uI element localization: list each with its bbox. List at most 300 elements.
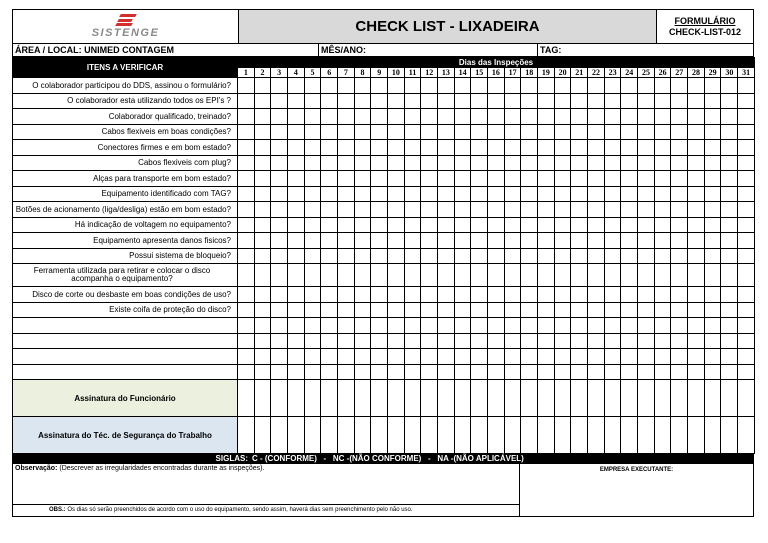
check-cell[interactable] bbox=[254, 233, 271, 249]
check-cell[interactable] bbox=[388, 318, 405, 334]
empresa-executante-field[interactable]: EMPRESA EXECUTANTE: bbox=[599, 467, 674, 473]
check-cell[interactable] bbox=[504, 333, 521, 349]
check-cell[interactable] bbox=[238, 78, 255, 94]
check-cell[interactable] bbox=[554, 233, 571, 249]
check-cell[interactable] bbox=[671, 124, 688, 140]
check-cell[interactable] bbox=[504, 217, 521, 233]
check-cell[interactable] bbox=[604, 78, 621, 94]
check-cell[interactable] bbox=[388, 302, 405, 318]
check-cell[interactable] bbox=[571, 78, 588, 94]
check-cell[interactable] bbox=[638, 155, 655, 171]
check-cell[interactable] bbox=[721, 287, 738, 303]
check-cell[interactable] bbox=[238, 109, 255, 125]
check-cell[interactable] bbox=[504, 140, 521, 156]
check-cell[interactable] bbox=[521, 155, 538, 171]
check-cell[interactable] bbox=[271, 140, 288, 156]
check-cell[interactable] bbox=[438, 155, 455, 171]
check-cell[interactable] bbox=[704, 233, 721, 249]
check-cell[interactable] bbox=[521, 248, 538, 264]
check-cell[interactable] bbox=[271, 171, 288, 187]
check-cell[interactable] bbox=[704, 217, 721, 233]
check-cell[interactable] bbox=[571, 264, 588, 287]
check-cell[interactable] bbox=[404, 333, 421, 349]
check-cell[interactable] bbox=[604, 333, 621, 349]
check-cell[interactable] bbox=[604, 287, 621, 303]
check-cell[interactable] bbox=[388, 333, 405, 349]
check-cell[interactable] bbox=[471, 302, 488, 318]
check-cell[interactable] bbox=[688, 109, 705, 125]
check-cell[interactable] bbox=[688, 93, 705, 109]
check-cell[interactable] bbox=[504, 93, 521, 109]
check-cell[interactable] bbox=[471, 233, 488, 249]
check-cell[interactable] bbox=[371, 78, 388, 94]
signature-cell[interactable] bbox=[254, 380, 271, 417]
check-cell[interactable] bbox=[304, 109, 321, 125]
check-cell[interactable] bbox=[271, 78, 288, 94]
check-cell[interactable] bbox=[571, 109, 588, 125]
check-cell[interactable] bbox=[438, 202, 455, 218]
check-cell[interactable] bbox=[521, 349, 538, 365]
check-cell[interactable] bbox=[604, 264, 621, 287]
signature-cell[interactable] bbox=[738, 380, 755, 417]
check-cell[interactable] bbox=[638, 202, 655, 218]
check-cell[interactable] bbox=[704, 171, 721, 187]
check-cell[interactable] bbox=[454, 318, 471, 334]
check-cell[interactable] bbox=[421, 155, 438, 171]
check-cell[interactable] bbox=[438, 78, 455, 94]
check-cell[interactable] bbox=[654, 155, 671, 171]
signature-cell[interactable] bbox=[554, 380, 571, 417]
check-cell[interactable] bbox=[371, 233, 388, 249]
check-cell[interactable] bbox=[354, 78, 371, 94]
signature-cell[interactable] bbox=[654, 417, 671, 454]
check-cell[interactable] bbox=[438, 171, 455, 187]
check-cell[interactable] bbox=[254, 93, 271, 109]
check-cell[interactable] bbox=[371, 349, 388, 365]
signature-cell[interactable] bbox=[654, 380, 671, 417]
check-cell[interactable] bbox=[538, 364, 555, 380]
check-cell[interactable] bbox=[438, 248, 455, 264]
check-cell[interactable] bbox=[254, 302, 271, 318]
check-cell[interactable] bbox=[738, 124, 755, 140]
check-cell[interactable] bbox=[638, 248, 655, 264]
check-cell[interactable] bbox=[238, 318, 255, 334]
check-cell[interactable] bbox=[254, 248, 271, 264]
check-cell[interactable] bbox=[538, 302, 555, 318]
check-cell[interactable] bbox=[504, 248, 521, 264]
check-cell[interactable] bbox=[604, 233, 621, 249]
check-cell[interactable] bbox=[488, 287, 505, 303]
check-cell[interactable] bbox=[654, 202, 671, 218]
check-cell[interactable] bbox=[604, 140, 621, 156]
check-cell[interactable] bbox=[738, 140, 755, 156]
check-cell[interactable] bbox=[238, 155, 255, 171]
check-cell[interactable] bbox=[621, 93, 638, 109]
check-cell[interactable] bbox=[504, 186, 521, 202]
check-cell[interactable] bbox=[304, 264, 321, 287]
check-cell[interactable] bbox=[588, 93, 605, 109]
check-cell[interactable] bbox=[338, 333, 355, 349]
check-cell[interactable] bbox=[338, 155, 355, 171]
check-cell[interactable] bbox=[254, 349, 271, 365]
check-cell[interactable] bbox=[554, 349, 571, 365]
check-cell[interactable] bbox=[321, 318, 338, 334]
check-cell[interactable] bbox=[738, 364, 755, 380]
check-cell[interactable] bbox=[538, 318, 555, 334]
check-cell[interactable] bbox=[538, 202, 555, 218]
check-cell[interactable] bbox=[371, 302, 388, 318]
signature-cell[interactable] bbox=[304, 380, 321, 417]
signature-cell[interactable] bbox=[254, 417, 271, 454]
check-cell[interactable] bbox=[504, 349, 521, 365]
check-cell[interactable] bbox=[488, 302, 505, 318]
check-cell[interactable] bbox=[521, 78, 538, 94]
check-cell[interactable] bbox=[621, 364, 638, 380]
check-cell[interactable] bbox=[371, 287, 388, 303]
check-cell[interactable] bbox=[538, 287, 555, 303]
check-cell[interactable] bbox=[338, 171, 355, 187]
check-cell[interactable] bbox=[454, 364, 471, 380]
check-cell[interactable] bbox=[538, 78, 555, 94]
check-cell[interactable] bbox=[388, 109, 405, 125]
check-cell[interactable] bbox=[321, 186, 338, 202]
check-cell[interactable] bbox=[404, 186, 421, 202]
check-cell[interactable] bbox=[571, 186, 588, 202]
tag-field[interactable]: TAG: bbox=[540, 45, 562, 55]
check-cell[interactable] bbox=[621, 248, 638, 264]
check-cell[interactable] bbox=[638, 124, 655, 140]
check-cell[interactable] bbox=[554, 202, 571, 218]
check-cell[interactable] bbox=[671, 171, 688, 187]
check-cell[interactable] bbox=[654, 217, 671, 233]
check-cell[interactable] bbox=[271, 264, 288, 287]
check-cell[interactable] bbox=[654, 233, 671, 249]
signature-cell[interactable] bbox=[721, 417, 738, 454]
check-cell[interactable] bbox=[254, 333, 271, 349]
check-cell[interactable] bbox=[621, 233, 638, 249]
signature-cell[interactable] bbox=[488, 380, 505, 417]
check-cell[interactable] bbox=[421, 333, 438, 349]
check-cell[interactable] bbox=[388, 217, 405, 233]
check-cell[interactable] bbox=[538, 186, 555, 202]
check-cell[interactable] bbox=[288, 202, 305, 218]
check-cell[interactable] bbox=[638, 171, 655, 187]
check-cell[interactable] bbox=[354, 318, 371, 334]
check-cell[interactable] bbox=[738, 202, 755, 218]
check-cell[interactable] bbox=[354, 287, 371, 303]
check-cell[interactable] bbox=[738, 186, 755, 202]
check-cell[interactable] bbox=[621, 171, 638, 187]
check-cell[interactable] bbox=[271, 109, 288, 125]
check-cell[interactable] bbox=[638, 333, 655, 349]
check-cell[interactable] bbox=[671, 349, 688, 365]
check-cell[interactable] bbox=[588, 140, 605, 156]
check-cell[interactable] bbox=[238, 248, 255, 264]
check-cell[interactable] bbox=[438, 93, 455, 109]
check-cell[interactable] bbox=[738, 217, 755, 233]
check-cell[interactable] bbox=[704, 186, 721, 202]
check-cell[interactable] bbox=[721, 109, 738, 125]
check-cell[interactable] bbox=[671, 364, 688, 380]
check-cell[interactable] bbox=[571, 302, 588, 318]
check-cell[interactable] bbox=[304, 233, 321, 249]
check-cell[interactable] bbox=[254, 140, 271, 156]
check-cell[interactable] bbox=[454, 78, 471, 94]
check-cell[interactable] bbox=[538, 264, 555, 287]
check-cell[interactable] bbox=[304, 171, 321, 187]
check-cell[interactable] bbox=[438, 364, 455, 380]
signature-cell[interactable] bbox=[688, 380, 705, 417]
check-cell[interactable] bbox=[454, 124, 471, 140]
check-cell[interactable] bbox=[621, 186, 638, 202]
check-cell[interactable] bbox=[621, 318, 638, 334]
check-cell[interactable] bbox=[488, 202, 505, 218]
check-cell[interactable] bbox=[371, 333, 388, 349]
check-cell[interactable] bbox=[488, 171, 505, 187]
check-cell[interactable] bbox=[271, 186, 288, 202]
check-cell[interactable] bbox=[571, 93, 588, 109]
check-cell[interactable] bbox=[488, 248, 505, 264]
check-cell[interactable] bbox=[554, 186, 571, 202]
check-cell[interactable] bbox=[471, 333, 488, 349]
check-cell[interactable] bbox=[738, 93, 755, 109]
check-cell[interactable] bbox=[488, 264, 505, 287]
check-cell[interactable] bbox=[688, 171, 705, 187]
signature-cell[interactable] bbox=[371, 380, 388, 417]
check-cell[interactable] bbox=[504, 78, 521, 94]
check-cell[interactable] bbox=[304, 302, 321, 318]
check-cell[interactable] bbox=[471, 264, 488, 287]
check-cell[interactable] bbox=[404, 318, 421, 334]
check-cell[interactable] bbox=[721, 302, 738, 318]
check-cell[interactable] bbox=[271, 349, 288, 365]
signature-cell[interactable] bbox=[304, 417, 321, 454]
check-cell[interactable] bbox=[721, 155, 738, 171]
check-cell[interactable] bbox=[388, 124, 405, 140]
check-cell[interactable] bbox=[504, 124, 521, 140]
check-cell[interactable] bbox=[688, 186, 705, 202]
check-cell[interactable] bbox=[304, 287, 321, 303]
check-cell[interactable] bbox=[638, 140, 655, 156]
signature-cell[interactable] bbox=[238, 417, 255, 454]
check-cell[interactable] bbox=[421, 124, 438, 140]
check-cell[interactable] bbox=[404, 264, 421, 287]
check-cell[interactable] bbox=[338, 349, 355, 365]
check-cell[interactable] bbox=[238, 287, 255, 303]
check-cell[interactable] bbox=[571, 233, 588, 249]
check-cell[interactable] bbox=[404, 78, 421, 94]
check-cell[interactable] bbox=[688, 217, 705, 233]
check-cell[interactable] bbox=[388, 78, 405, 94]
check-cell[interactable] bbox=[304, 93, 321, 109]
check-cell[interactable] bbox=[371, 217, 388, 233]
check-cell[interactable] bbox=[671, 318, 688, 334]
check-cell[interactable] bbox=[254, 109, 271, 125]
check-cell[interactable] bbox=[521, 333, 538, 349]
check-cell[interactable] bbox=[488, 109, 505, 125]
check-cell[interactable] bbox=[338, 264, 355, 287]
check-cell[interactable] bbox=[454, 264, 471, 287]
check-cell[interactable] bbox=[654, 78, 671, 94]
check-cell[interactable] bbox=[688, 202, 705, 218]
signature-cell[interactable] bbox=[521, 417, 538, 454]
check-cell[interactable] bbox=[454, 217, 471, 233]
check-cell[interactable] bbox=[571, 333, 588, 349]
signature-cell[interactable] bbox=[504, 417, 521, 454]
check-cell[interactable] bbox=[521, 202, 538, 218]
area-field[interactable]: ÁREA / LOCAL: UNIMED CONTAGEM bbox=[13, 44, 319, 56]
check-cell[interactable] bbox=[454, 349, 471, 365]
check-cell[interactable] bbox=[688, 140, 705, 156]
check-cell[interactable] bbox=[388, 202, 405, 218]
check-cell[interactable] bbox=[704, 202, 721, 218]
check-cell[interactable] bbox=[454, 171, 471, 187]
check-cell[interactable] bbox=[271, 217, 288, 233]
check-cell[interactable] bbox=[338, 140, 355, 156]
check-cell[interactable] bbox=[588, 349, 605, 365]
check-cell[interactable] bbox=[721, 202, 738, 218]
check-cell[interactable] bbox=[621, 124, 638, 140]
check-cell[interactable] bbox=[671, 217, 688, 233]
check-cell[interactable] bbox=[471, 124, 488, 140]
check-cell[interactable] bbox=[238, 233, 255, 249]
check-cell[interactable] bbox=[554, 124, 571, 140]
check-cell[interactable] bbox=[621, 264, 638, 287]
check-cell[interactable] bbox=[654, 287, 671, 303]
check-cell[interactable] bbox=[604, 124, 621, 140]
check-cell[interactable] bbox=[271, 233, 288, 249]
check-cell[interactable] bbox=[304, 364, 321, 380]
check-cell[interactable] bbox=[488, 186, 505, 202]
check-cell[interactable] bbox=[521, 364, 538, 380]
check-cell[interactable] bbox=[654, 302, 671, 318]
check-cell[interactable] bbox=[488, 93, 505, 109]
signature-cell[interactable] bbox=[638, 417, 655, 454]
check-cell[interactable] bbox=[371, 93, 388, 109]
check-cell[interactable] bbox=[404, 287, 421, 303]
check-cell[interactable] bbox=[388, 264, 405, 287]
check-cell[interactable] bbox=[304, 349, 321, 365]
signature-cell[interactable] bbox=[721, 380, 738, 417]
signature-cell[interactable] bbox=[538, 417, 555, 454]
check-cell[interactable] bbox=[688, 233, 705, 249]
check-cell[interactable] bbox=[554, 78, 571, 94]
check-cell[interactable] bbox=[638, 264, 655, 287]
check-cell[interactable] bbox=[604, 109, 621, 125]
check-cell[interactable] bbox=[354, 93, 371, 109]
check-cell[interactable] bbox=[738, 318, 755, 334]
check-cell[interactable] bbox=[721, 140, 738, 156]
check-cell[interactable] bbox=[388, 349, 405, 365]
check-cell[interactable] bbox=[288, 287, 305, 303]
signature-cell[interactable] bbox=[354, 417, 371, 454]
check-cell[interactable] bbox=[654, 364, 671, 380]
check-cell[interactable] bbox=[704, 287, 721, 303]
check-cell[interactable] bbox=[571, 202, 588, 218]
check-cell[interactable] bbox=[254, 155, 271, 171]
check-cell[interactable] bbox=[588, 318, 605, 334]
check-cell[interactable] bbox=[338, 233, 355, 249]
check-cell[interactable] bbox=[421, 109, 438, 125]
check-cell[interactable] bbox=[454, 248, 471, 264]
check-cell[interactable] bbox=[354, 333, 371, 349]
check-cell[interactable] bbox=[421, 248, 438, 264]
check-cell[interactable] bbox=[321, 202, 338, 218]
check-cell[interactable] bbox=[471, 202, 488, 218]
check-cell[interactable] bbox=[604, 302, 621, 318]
check-cell[interactable] bbox=[471, 171, 488, 187]
check-cell[interactable] bbox=[604, 364, 621, 380]
check-cell[interactable] bbox=[738, 287, 755, 303]
check-cell[interactable] bbox=[621, 217, 638, 233]
check-cell[interactable] bbox=[421, 287, 438, 303]
signature-cell[interactable] bbox=[288, 417, 305, 454]
check-cell[interactable] bbox=[304, 202, 321, 218]
check-cell[interactable] bbox=[638, 349, 655, 365]
check-cell[interactable] bbox=[604, 186, 621, 202]
check-cell[interactable] bbox=[438, 186, 455, 202]
check-cell[interactable] bbox=[638, 233, 655, 249]
check-cell[interactable] bbox=[671, 248, 688, 264]
check-cell[interactable] bbox=[338, 78, 355, 94]
check-cell[interactable] bbox=[704, 109, 721, 125]
check-cell[interactable] bbox=[338, 93, 355, 109]
signature-cell[interactable] bbox=[571, 417, 588, 454]
signature-cell[interactable] bbox=[338, 380, 355, 417]
check-cell[interactable] bbox=[704, 333, 721, 349]
check-cell[interactable] bbox=[371, 248, 388, 264]
check-cell[interactable] bbox=[654, 248, 671, 264]
check-cell[interactable] bbox=[688, 364, 705, 380]
check-cell[interactable] bbox=[371, 186, 388, 202]
check-cell[interactable] bbox=[321, 109, 338, 125]
check-cell[interactable] bbox=[254, 364, 271, 380]
check-cell[interactable] bbox=[654, 109, 671, 125]
check-cell[interactable] bbox=[554, 217, 571, 233]
check-cell[interactable] bbox=[288, 233, 305, 249]
check-cell[interactable] bbox=[254, 264, 271, 287]
signature-cell[interactable] bbox=[388, 380, 405, 417]
check-cell[interactable] bbox=[688, 287, 705, 303]
check-cell[interactable] bbox=[304, 124, 321, 140]
signature-cell[interactable] bbox=[604, 417, 621, 454]
check-cell[interactable] bbox=[688, 155, 705, 171]
check-cell[interactable] bbox=[354, 186, 371, 202]
check-cell[interactable] bbox=[604, 349, 621, 365]
check-cell[interactable] bbox=[404, 364, 421, 380]
check-cell[interactable] bbox=[388, 248, 405, 264]
check-cell[interactable] bbox=[588, 202, 605, 218]
check-cell[interactable] bbox=[321, 124, 338, 140]
check-cell[interactable] bbox=[571, 318, 588, 334]
check-cell[interactable] bbox=[654, 318, 671, 334]
check-cell[interactable] bbox=[471, 93, 488, 109]
signature-cell[interactable] bbox=[504, 380, 521, 417]
check-cell[interactable] bbox=[688, 302, 705, 318]
signature-cell[interactable] bbox=[538, 380, 555, 417]
check-cell[interactable] bbox=[404, 93, 421, 109]
check-cell[interactable] bbox=[521, 287, 538, 303]
check-cell[interactable] bbox=[404, 202, 421, 218]
signature-cell[interactable] bbox=[438, 417, 455, 454]
check-cell[interactable] bbox=[254, 78, 271, 94]
check-cell[interactable] bbox=[471, 248, 488, 264]
check-cell[interactable] bbox=[638, 364, 655, 380]
observation-field[interactable] bbox=[13, 464, 520, 516]
check-cell[interactable] bbox=[238, 217, 255, 233]
check-cell[interactable] bbox=[521, 318, 538, 334]
check-cell[interactable] bbox=[404, 233, 421, 249]
